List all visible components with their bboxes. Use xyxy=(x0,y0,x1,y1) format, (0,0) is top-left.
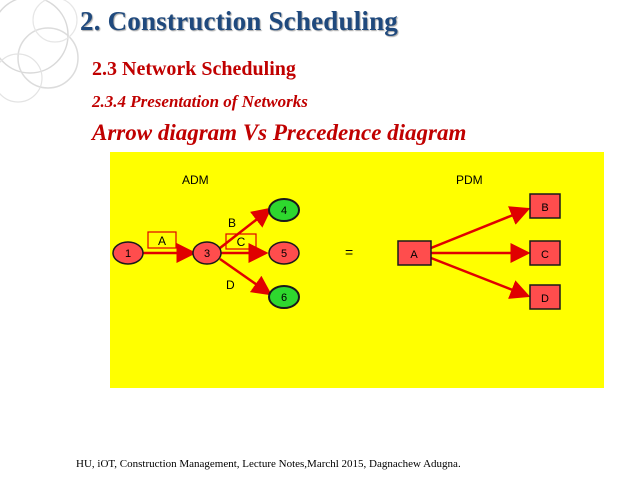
section-heading: 2.3 Network Scheduling xyxy=(92,58,296,80)
pdm-node-a-label: A xyxy=(410,249,418,261)
equals-sign: = xyxy=(345,244,354,260)
network-diagram xyxy=(110,152,604,388)
slide-footer: HU, iOT, Construction Management, Lecture Notes,Marchl 2015, Dagnachew Adugna. xyxy=(76,458,461,470)
decorative-rings xyxy=(0,0,90,140)
pdm-node-d-label: D xyxy=(541,293,549,305)
adm-node-3-label: 3 xyxy=(203,248,211,260)
pdm-arrow-d xyxy=(431,258,528,296)
adm-label: ADM xyxy=(182,173,209,187)
adm-node-6-label: 6 xyxy=(280,292,288,304)
pdm-arrow-b xyxy=(431,209,528,248)
adm-activity-d: D xyxy=(226,278,235,292)
pdm-label: PDM xyxy=(456,173,483,187)
adm-activity-b: B xyxy=(228,216,237,230)
adm-activity-a: A xyxy=(157,234,167,248)
slide-title: 2. Construction Scheduling xyxy=(80,6,399,36)
adm-node-4-label: 4 xyxy=(280,205,288,217)
adm-node-1-label: 1 xyxy=(124,248,132,260)
subsection-heading: 2.3.4 Presentation of Networks xyxy=(92,92,308,111)
topic-heading: Arrow diagram Vs Precedence diagram xyxy=(92,120,467,145)
pdm-node-c-label: C xyxy=(541,249,549,261)
adm-activity-c: C xyxy=(236,235,246,249)
pdm-node-b-label: B xyxy=(541,202,549,214)
adm-node-5-label: 5 xyxy=(280,248,288,260)
